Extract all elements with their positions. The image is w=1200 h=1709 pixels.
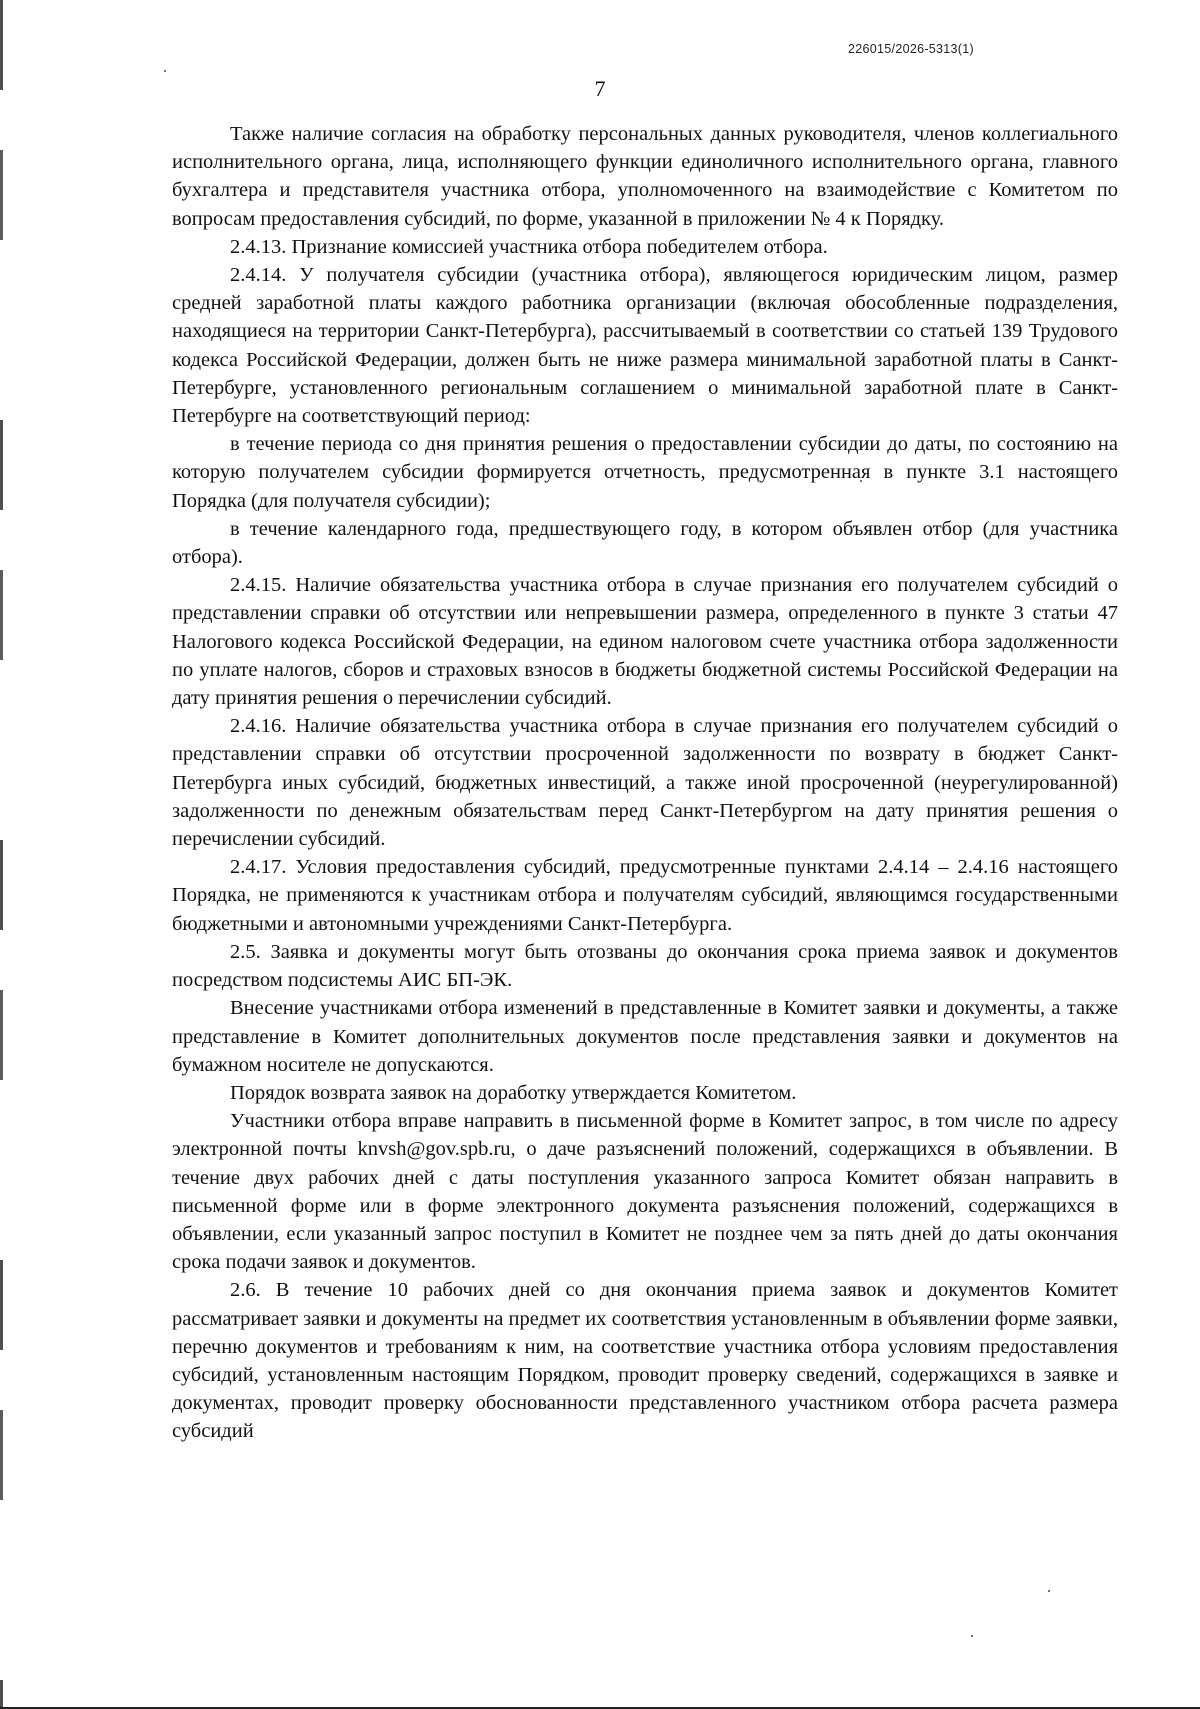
paragraph-2-4-16: 2.4.16. Наличие обязательства участника отбора в случае признания его получателем субсидий о представлении справки об отсутствии просроченной задолженности по возврату в бюджет Санкт-Петербурга иных субсидий, бюджетных инвестиций, а также иной просроченной (неурегулированной) задолженности по денежным обязательствам перед Санкт-Петербургом на дату принятия решения о перечислении субсидий. [172, 715, 1118, 851]
paragraph-2-6: 2.6. В течение 10 рабочих дней со дня окончания приема заявок и документов Комитет рассматривает заявки и документы на предмет их соответствия установленным в объявлении форме заявки, перечню документов и требованиям к ним, на соответствие участника отбора условиям предоставления субсидий, установленным настоящим Порядком, проводит проверку сведений, содержащихся в заявке и документах, проводит проверку обоснованности представленного участником отбора расчета размера субсидий [172, 1279, 1118, 1443]
scan-speck [1048, 1590, 1050, 1592]
paragraph-2-4-14: 2.4.14. У получателя субсидии (участника отбора), являющегося юридическим лицом, размер средней заработной платы каждого работника организации (включая обособленные подразделения, находящиеся на территории Санкт-Петербурга), рассчитываемый в соответствии со статьей 139 Трудового кодекса Российской Федерации, должен быть не ниже размера минимальной заработной платы в Санкт-Петербурге, установленного региональным соглашением о минимальной заработной плате в Санкт-Петербурге на соответствующий период: [172, 264, 1118, 428]
paragraph-changes-not-allowed: Внесение участниками отбора изменений в представленные в Комитет заявки и документы, а также представление в Комитет дополнительных документов после представления заявки и документов на бумажном носителе не допускаются. [172, 997, 1118, 1076]
scan-left-edge [0, 0, 3, 1709]
paragraph-clarification-request: Участники отбора вправе направить в письменной форме в Комитет запрос, в том числе по адресу электронной почты knvsh@gov.spb.ru, о даче разъяснений положений, содержащихся в объявлении. В течение двух рабочих дней с даты поступления указанного запроса Комитет обязан направить в письменной форме или в форме электронного документа разъяснения положений, содержащихся в объявлении, если указанный запрос поступил в Комитет не позднее чем за пять дней до даты окончания срока подачи заявок и документов. [172, 1110, 1118, 1274]
paragraph-2-5: 2.5. Заявка и документы могут быть отозваны до окончания срока приема заявок и документов посредством подсистемы АИС БП-ЭК. [172, 940, 1118, 992]
paragraph-return-procedure: Порядок возврата заявок на доработку утверждается Комитетом. [230, 1081, 797, 1104]
paragraph-period-recipient: в течение периода со дня принятия решения о предоставлении субсидии до даты, по состоянию на которую получателем субсидии формируется отчетность, предусмотренная в пункте 3.1 настоящего Порядка (для получателя субсидии); [172, 433, 1118, 512]
paragraph-2-4-15: 2.4.15. Наличие обязательства участника отбора в случае признания его получателем субсидий о представлении справки об отсутствии или непревышении размера, определенного в пункте 3 статьи 47 Налогового кодекса Российской Федерации, на едином налоговом счете участника отбора задолженности по уплате налогов, сборов и страховых взносов в бюджеты бюджетной системы Российской Федерации на дату принятия решения о перечислении субсидий. [172, 574, 1118, 710]
document-registration-number: 226015/2026-5313(1) [848, 42, 974, 56]
paragraph-period-participant: в течение календарного года, предшествующего году, в котором объявлен отбор (для участника отбора). [172, 517, 1118, 569]
paragraph-consent: Также наличие согласия на обработку персональных данных руководителя, членов коллегиального исполнительного органа, лица, исполняющего функции единоличного исполнительного органа, главного бухгалтера и представителя участника отбора, уполномоченного на взаимодействие с Комитетом по вопросам предоставления субсидий, по форме, указанной в приложении № 4 к Порядку. [172, 123, 1118, 230]
page-number: 7 [594, 76, 606, 101]
document-body [172, 120, 1118, 1446]
paragraph-2-4-17: 2.4.17. Условия предоставления субсидий, предусмотренные пунктами 2.4.14 – 2.4.16 настоящего Порядка, не применяются к участникам отбора и получателям субсидий, являющимся государственными бюджетными и автономными учреждениями Санкт-Петербурга. [172, 856, 1118, 935]
scan-speck [971, 1635, 973, 1637]
scan-speck [164, 70, 166, 72]
paragraph-2-4-13: 2.4.13. Признание комиссией участника отбора победителем отбора. [230, 235, 828, 258]
